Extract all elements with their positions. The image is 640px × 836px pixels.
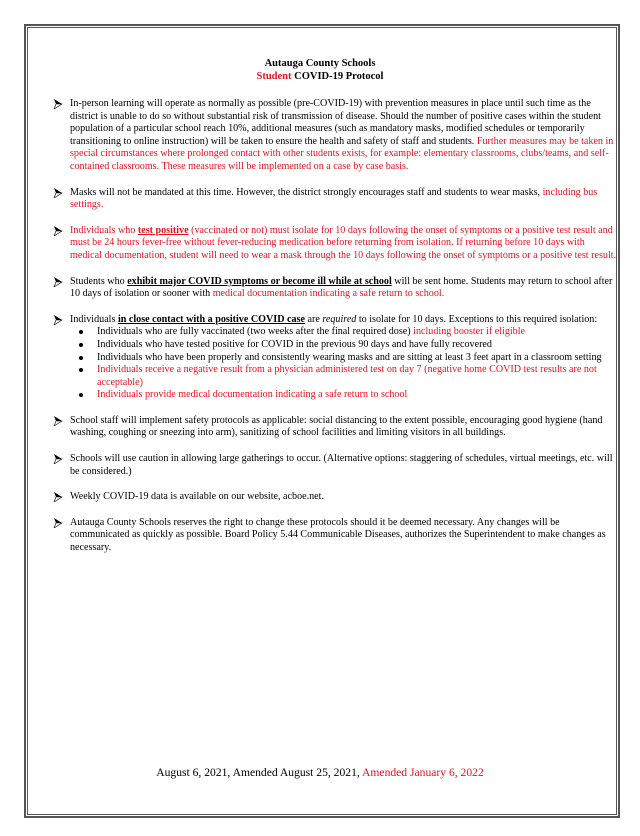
exception-item [70, 364, 618, 389]
item-italic: required [322, 313, 357, 325]
protocol-list [53, 98, 618, 568]
protocol-item-right-to-change [53, 517, 618, 555]
item-text: Individuals [70, 313, 118, 325]
document-header [0, 57, 640, 83]
protocol-item-gatherings [53, 453, 618, 478]
exception-item [70, 339, 618, 352]
item-text: School staff will implement safety protocols as applicable: social distancing to the extent possible, encouraging good hygiene (hand washing, coughing or sneezing into arm), sanitizing of school facilities and limiting visitors in all buildings. [70, 414, 603, 439]
item-text-post: (vaccinated or not) must isolate for 10 days following the onset of symptoms or a positive test result and must be 24 hours fever-free without fever-reducing medication before returning from isolation. If returning before 10 days with medical documentation, student will need to wear a mask through the 10 days following the onset of symptoms or a positive test result. [70, 224, 617, 261]
item-text-post: to isolate for 10 days. Exceptions to this required isolation: [356, 313, 598, 325]
header-subtitle [0, 70, 640, 83]
item-text-mid: will be sent home. Students may return to school after 10 days of isolation or sooner with [70, 275, 613, 300]
exception-text: Individuals who have tested positive for COVID in the previous 90 days and have fully recovered [97, 338, 492, 350]
dot-icon [79, 343, 83, 347]
footer-dates: August 6, 2021, Amended August 25, 2021, [156, 766, 363, 779]
protocol-item-safety-protocols [53, 415, 618, 440]
exceptions-list [70, 326, 618, 402]
item-text: Schools will use caution in allowing large gatherings to occur. (Alternative options: staggering of schedules, virtual meetings, etc. will be considered.) [70, 453, 613, 477]
exception-text: Individuals who are fully vaccinated (two weeks after the final required dose) [97, 326, 414, 338]
item-text: Students who [70, 275, 128, 287]
protocol-item-test-positive [53, 225, 618, 263]
item-text: Masks will not be mandated at this time. However, the district strongly encourages staff and students to wear masks, [70, 186, 543, 198]
protocol-item-close-contact [53, 314, 618, 402]
dot-icon [79, 330, 83, 334]
arrowhead-icon [53, 188, 63, 198]
header-subtitle-red: Student [256, 71, 292, 82]
protocol-item-in-person-learning [53, 98, 618, 174]
protocol-item-masks [53, 187, 618, 212]
footer-dates-red: Amended January 6, 2022 [362, 766, 484, 779]
document-footer-dates [0, 766, 640, 780]
protocol-item-weekly-data [53, 491, 618, 504]
item-text-red: medical documentation indicating a safe return to school. [212, 288, 445, 300]
header-title: Autauga County Schools [264, 58, 376, 69]
item-text: In-person learning will operate as normally as possible (pre-COVID-19) with prevention measures in place until such time as the district is unable to do so without substantial risk of transmission of disease. Should the number of positive cases within the student population of a particular school reach 10%, additional measures (such as mandatory masks, modified schedules or temporarily transitioning to online instruction) will be taken to ensure the health and safety of staff and students. [70, 98, 601, 147]
dot-icon [79, 368, 83, 372]
exception-item [70, 352, 618, 365]
dot-icon [79, 356, 83, 360]
arrowhead-icon [53, 315, 63, 325]
arrowhead-icon [53, 226, 63, 236]
exception-item [70, 326, 618, 339]
dot-icon [79, 393, 83, 397]
item-emphasis: exhibit major COVID symptoms or become ill while at school [127, 275, 392, 287]
arrowhead-icon [53, 416, 63, 426]
header-subtitle-rest: COVID-19 Protocol [291, 71, 384, 82]
arrowhead-icon [53, 277, 63, 287]
item-text-mid: are [304, 313, 323, 325]
exception-text: Individuals provide medical documentation indicating a safe return to school [97, 389, 408, 401]
item-emphasis: in close contact with a positive COVID case [117, 313, 305, 325]
arrowhead-icon [53, 492, 63, 502]
item-emphasis: test positive [137, 224, 189, 236]
item-text: Autauga County Schools reserves the right to change these protocols should it be deemed necessary. Any changes will be communicated as quickly as possible. Board Policy 5.44 Communicable Diseases, authorizes the Superintendent to make changes as necessary. [70, 516, 606, 554]
exception-item [70, 389, 618, 402]
arrowhead-icon [53, 454, 63, 464]
exception-text: Individuals receive a negative result from a physician administered test on day 7 (negative home COVID test results are not acceptable) [97, 364, 597, 388]
item-text-red: Further measures may be taken in special circumstances where prolonged contact with other students exists, for example: elementary classrooms, clubs/teams, and self-contained classrooms. These measures will be implemented on a case by case basis. [70, 135, 614, 172]
protocol-item-symptoms [53, 276, 618, 301]
item-text: Individuals who [70, 224, 138, 236]
arrowhead-icon [53, 518, 63, 528]
item-text: Weekly COVID-19 data is available on our website, acboe.net. [70, 491, 324, 503]
exception-text-red: including booster if eligible [413, 326, 526, 338]
exception-text: Individuals who have been properly and consistently wearing masks and are sitting at least 3 feet apart in a classroom setting [97, 351, 602, 363]
arrowhead-icon [53, 99, 63, 109]
item-text-red: including bus settings. [70, 186, 598, 211]
